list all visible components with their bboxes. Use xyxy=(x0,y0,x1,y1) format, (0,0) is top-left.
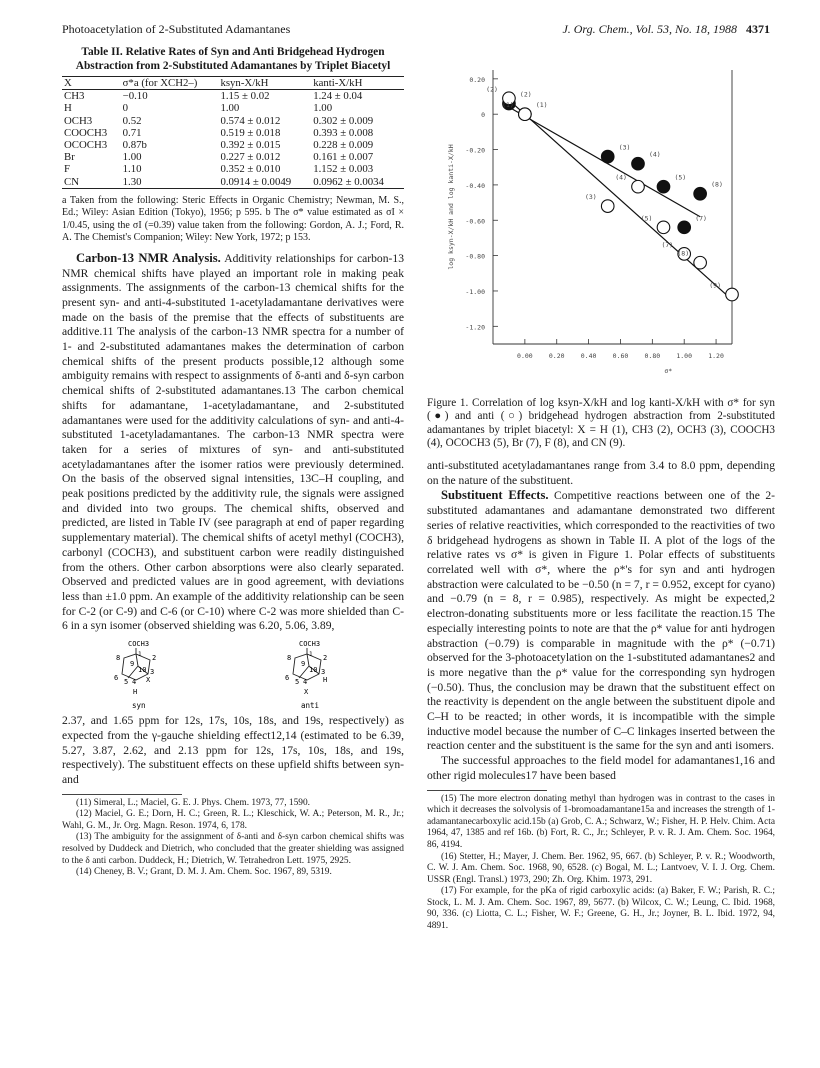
journal-citation xyxy=(562,22,770,37)
left-column xyxy=(62,46,404,879)
anti-point xyxy=(601,200,614,213)
syn-point xyxy=(601,150,614,163)
page-number: 4371 xyxy=(746,22,770,36)
table-row xyxy=(62,127,404,139)
syn-num-3: 3 xyxy=(149,668,154,677)
anti-num-4: 4 xyxy=(302,678,307,687)
anti-num-9: 9 xyxy=(300,660,305,669)
footnote-15: (15) The more electron donating methyl than hydrogen was in contrast to the cases in which it decreases the solvolysis of 1-bromoadamantane15a and increases the strength of 1-adamantanecarboxylic acid.15b (a) Grob, C. A.; Schwarz, W.; Fisher, H. P. Helv. Chim. Acta 1964, 47, 1385 and ref 16b. (b) Fort, R. C., Jr.; Schleyer, P. v. R. J. Am. Chem. Soc. 1964, 86, 4194. xyxy=(427,793,775,850)
col-header-ksyn: ksyn-X/kH xyxy=(218,77,311,90)
col-header-x: X xyxy=(62,77,121,90)
cell-x: OCOCH3 xyxy=(64,139,108,152)
cell-kanti: 0.161 ± 0.007 xyxy=(313,151,374,164)
x-tick-label: 0.00 xyxy=(517,352,533,360)
y-tick-label: -0.60 xyxy=(465,217,485,226)
anti-point-label: (5) xyxy=(640,214,653,223)
syn-point xyxy=(678,221,691,234)
cell-kanti: 0.228 ± 0.009 xyxy=(313,139,374,152)
cell-x: F xyxy=(64,163,71,176)
anti-point xyxy=(694,256,707,269)
substituent-paragraph xyxy=(427,488,775,754)
anti-point-label: (3) xyxy=(584,193,597,202)
table-body xyxy=(62,90,404,189)
structure-drawings xyxy=(62,638,404,711)
cell-ksyn: 1.15 ± 0.02 xyxy=(220,90,270,103)
cell-x: CH3 xyxy=(64,90,85,103)
anti-num-2: 2 xyxy=(322,654,327,663)
anti-point-label: (7) xyxy=(661,240,674,249)
x-tick-label: 0.80 xyxy=(644,352,661,360)
anti-num-5: 5 xyxy=(294,678,299,687)
anti-point-label: (8) xyxy=(677,249,690,258)
cell-kanti: 1.24 ± 0.04 xyxy=(313,90,363,103)
table-row xyxy=(62,176,404,189)
x-axis-label: σ* xyxy=(664,367,673,375)
figure-caption: Figure 1. Correlation of log ksyn-X/kH and log kanti-X/kH with σ* for syn (●) and anti (○) bridgehead hydrogen abstraction from 2-substituted adamantanes by triplet biacetyl: X = H (1), CH3 (2), OCH3 (3), COOCH3 (4), OCOCH3 (5), Br (7), F (8), and CN (9). xyxy=(427,396,775,450)
anti-point-label: (2) xyxy=(486,85,498,94)
anti-range-paragraph: anti-substituted acetyladamantanes range from 3.4 to 8.0 ppm, depending on the nature of the substituent. xyxy=(427,459,775,487)
cell-sigma: 1.30 xyxy=(121,176,219,189)
y-tick-label: -0.40 xyxy=(465,181,485,190)
anti-num-3: 3 xyxy=(320,668,325,677)
cell-ksyn: 0.0914 ± 0.0049 xyxy=(218,176,311,189)
table-row xyxy=(62,102,404,114)
cell-x: COOCH3 xyxy=(64,126,108,139)
col-header-sigma: σ*a (for XCH2–) xyxy=(121,77,219,90)
syn-num-10: 10 xyxy=(137,666,146,675)
footnote-rule-right xyxy=(427,790,547,791)
cell-sigma: 0.52 xyxy=(122,114,142,127)
figure-1-chart xyxy=(427,46,775,386)
cell-kanti: 0.393 ± 0.008 xyxy=(313,126,374,139)
x-tick-label: 1.00 xyxy=(676,352,693,360)
table-row xyxy=(62,90,404,103)
syn-point-label: (4) xyxy=(648,150,661,159)
y-tick-label: 0 xyxy=(481,111,485,120)
nmr-heading: Carbon-13 NMR Analysis. xyxy=(76,250,221,265)
cell-kanti: 0.0962 ± 0.0034 xyxy=(311,176,404,189)
cell-kanti: 0.302 ± 0.009 xyxy=(313,114,374,127)
anti-acetyl-label: COCH3 xyxy=(298,640,320,649)
y-tick-label: -1.20 xyxy=(465,323,485,332)
anti-structure xyxy=(259,638,379,710)
y-tick-label: 0.20 xyxy=(469,75,485,84)
anti-point xyxy=(519,108,532,121)
table-row xyxy=(62,139,404,151)
x-tick-label: 0.40 xyxy=(580,352,597,360)
cell-ksyn: 0.519 ± 0.018 xyxy=(220,126,281,139)
x-tick-label: 0.60 xyxy=(612,352,629,360)
y-axis-label: log ksyn-X/kH and log kanti-X/kH xyxy=(447,144,455,270)
syn-point-label: (1) xyxy=(535,101,548,110)
anti-h-label: H xyxy=(322,676,327,685)
substituent-text: Competitive reactions between one of the 2-substituted adamantanes and adamantane demonstrated two different series of relative reactivities, which corresponded to the reactivities of two δ bridgehead hydrogens as shown in Table II. A plot of the logs of the relative rates vs σ* is given in Figure 1. Polar effects of substituents correlated well with σ*, where the ρ*'s for syn and anti hydrogen abstraction were calculated to be −0.50 (n = 7, r = 0.952, except for cyano) and −0.79 (n = 8, r = 0.985), respectively. As might be expected,2 electron-donating substituents more or less facilitate the reaction.15 The especially interesting points to note are that the ρ* value for anti hydrogen abstraction (−0.79) is comparable in magnitude with the ρ* (−0.71) observed for the 3-photoacetylation on the 1-substituted adamantanes2 and is more negative than the ρ* value for the corresponding syn hydrogen (−0.50). Thus, the conclusion may be drawn that the substituent effect on the reactivity is dependent on the angle between the substituent dipole and C–H to be reacted; in other words, it is incompatible with the simple inductive model because the number of C–C linkages inserted between the reaction center and the substituent is the same for the syn and anti isomers. xyxy=(427,489,775,753)
footnote-14: (14) Cheney, B. V.; Grant, D. M. J. Am. Chem. Soc. 1967, 89, 5319. xyxy=(76,867,332,878)
anti-num-8: 8 xyxy=(286,654,291,663)
footnote-12: (12) Maciel, G. E.; Dorn, H. C.; Green, R. L.; Kleschick, W. A.; Peterson, M. R., Jr.; Wahl, G. M., Jr. Org. Magn. Reson. 1974, 6, 178. xyxy=(62,809,404,831)
substituent-heading: Substituent Effects. xyxy=(441,488,549,503)
cell-ksyn: 0.352 ± 0.010 xyxy=(220,163,281,176)
running-header xyxy=(62,22,770,38)
anti-point xyxy=(632,180,645,193)
syn-point xyxy=(694,187,707,200)
anti-point-label: (1) xyxy=(502,101,514,110)
x-tick-label: 1.20 xyxy=(708,352,724,360)
table-row xyxy=(62,115,404,127)
syn-h-label: H xyxy=(132,688,137,697)
syn-num-9: 9 xyxy=(129,660,134,669)
anti-point xyxy=(657,221,670,234)
footnote-17: (17) For example, for the pKa of rigid carboxylic acids: (a) Baker, F. W.; Parish, R. C.; Stock, L. M. J. Am. Chem. Soc. 1967, 89, 5677. (b) Wilcox, C. W.; Leung, C. Ibid. 1968, 90, 336. (c) Liotta, C. L.; Fisher, W. F.; Greene, G. H., Jr.; Joyner, B. L. Ibid. 1972, 94, 4891. xyxy=(427,886,775,932)
table-row xyxy=(62,163,404,175)
table-row xyxy=(62,151,404,163)
anti-point-label: (4) xyxy=(615,173,627,182)
cell-sigma: −0.10 xyxy=(122,90,148,103)
anti-x-label: X xyxy=(303,688,308,697)
anti-point xyxy=(726,288,739,301)
syn-num-6: 6 xyxy=(113,674,118,683)
nmr-text: Additivity relationships for carbon-13 NMR chemical shifts have played an important role in making peak assignments. The assignments of the carbon-13 chemical shifts for the present syn- and anti-4-substituted 1-acetyladamantane derivatives were made on the basis of the premise that the effects of substituents are additive.11 The analysis of the carbon-13 NMR spectra for a number of 1- and 2-substituted adamantanes makes the determination of carbon chemical shifts of the present products possible,12 although some ambiguity remains with respect to assignments of δ-anti and δ-syn carbon chemical shifts of 2-substituted adamantanes.13 The carbon chemical shifts for adamantane, 1-acetyladamantane, and 2-substituted adamantanes were used for the additivity calculations of syn- and anti-4-substituted 1-acetyladamantanes. The carbon-13 NMR spectra were taken for a series of mixtures of syn- and anti-substituted acetyladamantanes after the isomer ratios were previously determined. On the basis of the observed signal intensities, 13C–H coupling, and peak positions predicted by the additivity rule, the signals were assigned and divided into two groups. The chemical shifts, observed and predicted, are listed in Table IV (see paragraph at end of paper regarding supplementary material). The chemical shifts of acetyl methyl (COCH3), carbonyl (COCH3), and substituent carbon were readily distinguished from the others. Other carbon absorptions were also clearly separated. Observed and predicted values are in good agreement, with deviations less than ±1.0 ppm. An example of the additivity relationship can be seen for C-2 (or C-9) and C-6 (or C-10) where C-2 was more shielded than C-6 in a syn isomer (observed shielding was 6.20, 5.06, 3.89, xyxy=(62,251,404,633)
footnote-rule xyxy=(62,794,182,795)
syn-num-5: 5 xyxy=(123,678,128,687)
syn-acetyl-label: COCH3 xyxy=(127,640,149,649)
y-tick-label: -1.00 xyxy=(465,287,485,296)
syn-point xyxy=(632,157,645,170)
field-model-paragraph: The successful approaches to the field model for adamantanes1,16 and other rigid molecules17 have been based xyxy=(427,754,775,782)
cell-x: H xyxy=(64,102,72,115)
cell-x: CN xyxy=(62,176,121,189)
x-tick-label: 0.20 xyxy=(548,352,565,360)
syn-label: syn xyxy=(131,701,146,711)
cell-ksyn: 1.00 xyxy=(220,102,240,115)
syn-point-label: (3) xyxy=(618,143,631,152)
cell-sigma: 0 xyxy=(122,102,129,115)
syn-x-label: X xyxy=(145,676,150,685)
cell-x: Br xyxy=(64,151,75,164)
anti-num-10: 10 xyxy=(308,666,317,675)
syn-num-2: 2 xyxy=(151,654,156,663)
syn-num-8: 8 xyxy=(115,654,120,663)
cell-sigma: 1.00 xyxy=(122,151,142,164)
cell-ksyn: 0.574 ± 0.012 xyxy=(220,114,281,127)
right-column xyxy=(427,46,775,933)
anti-point-label: (9) xyxy=(709,281,721,290)
y-tick-label: -0.80 xyxy=(465,252,485,261)
cell-x: OCH3 xyxy=(64,114,93,127)
cell-sigma: 1.10 xyxy=(122,163,142,176)
anti-num-6: 6 xyxy=(284,674,289,683)
col-header-kanti: kanti-X/kH xyxy=(311,77,404,90)
syn-point-label: (5) xyxy=(674,173,687,182)
cell-sigma: 0.87b xyxy=(122,139,147,152)
anti-num-1: 1 xyxy=(308,651,313,659)
cell-sigma: 0.71 xyxy=(122,126,142,139)
footnote-16: (16) Stetter, H.; Mayer, J. Chem. Ber. 1962, 95, 667. (b) Schleyer, P. v. R.; Woodworth, C. W. J. Am. Chem. Soc. 1968, 90, 6528. (c) Bogal, M. L.; Lantvoev, V. I. J. Org. Chem. USSR (Engl. Transl.) 1973, 290; Zh. Org. Khim. 1973, 291. xyxy=(427,851,775,885)
syn-num-4: 4 xyxy=(131,678,136,687)
syn-point xyxy=(657,180,670,193)
cell-ksyn: 0.227 ± 0.012 xyxy=(220,151,281,164)
journal-name: J. Org. Chem., Vol. 53, No. 18, 1988 xyxy=(562,22,737,36)
syn-point-label: (7) xyxy=(695,214,707,223)
cell-kanti: 1.152 ± 0.003 xyxy=(313,163,374,176)
nmr-paragraph xyxy=(62,251,404,634)
rates-table xyxy=(62,76,404,189)
table-caption: Table II. Relative Rates of Syn and Anti Bridgehead Hydrogen Abstraction from 2-Substituted Adamantanes by Triplet Biacetyl xyxy=(75,46,391,72)
running-title: Photoacetylation of 2-Substituted Adamantanes xyxy=(62,22,291,36)
cell-ksyn: 0.392 ± 0.015 xyxy=(220,139,281,152)
nmr-paragraph-continued: 2.37, and 1.65 ppm for 12s, 17s, 10s, 18s, and 19s, respectively) as expected from the γ-gauche shielding effect12,14 (estimated to be 6.39, 5.27, 3.87, 2.62, and 2.13 ppm for 12s, 17s, 10s, 18s, and 19s, respectively). The substituent effects on these upfield shifts between syn- and xyxy=(62,714,404,786)
anti-label: anti xyxy=(300,701,319,711)
syn-num-1: 1 xyxy=(137,651,142,659)
y-tick-label: -0.20 xyxy=(465,146,485,155)
syn-point-label: (2) xyxy=(519,90,532,99)
cell-kanti: 1.00 xyxy=(313,102,333,115)
footnote-11: (11) Simeral, L.; Maciel, G. E. J. Phys. Chem. 1973, 77, 1590. xyxy=(76,797,311,808)
syn-point-label: (8) xyxy=(711,180,723,189)
footnote-13: (13) The ambiguity for the assignment of δ-anti and δ-syn carbon chemical shifts was resolved by Duddeck and Dietrich, who concluded that the greater shielding was assigned to the δ anti carbon. Duddeck, H.; Dietrich, W. Tetrahedron Lett. 1975, 2925. xyxy=(62,832,404,866)
table-notes: a Taken from the following: Steric Effects in Organic Chemistry; Newman, M. S., Ed.; Wiley: Asian Edition (Tokyo), 1956; p 595. b The σ* value estimated as σI × 1/0.45, using the σI (=0.39) value taken from the following: Gordon, A. J.; Ford, R. A. The Chemist's Companion; Wiley: New York, 1972; p 153. xyxy=(62,194,404,244)
syn-structure xyxy=(88,638,208,710)
